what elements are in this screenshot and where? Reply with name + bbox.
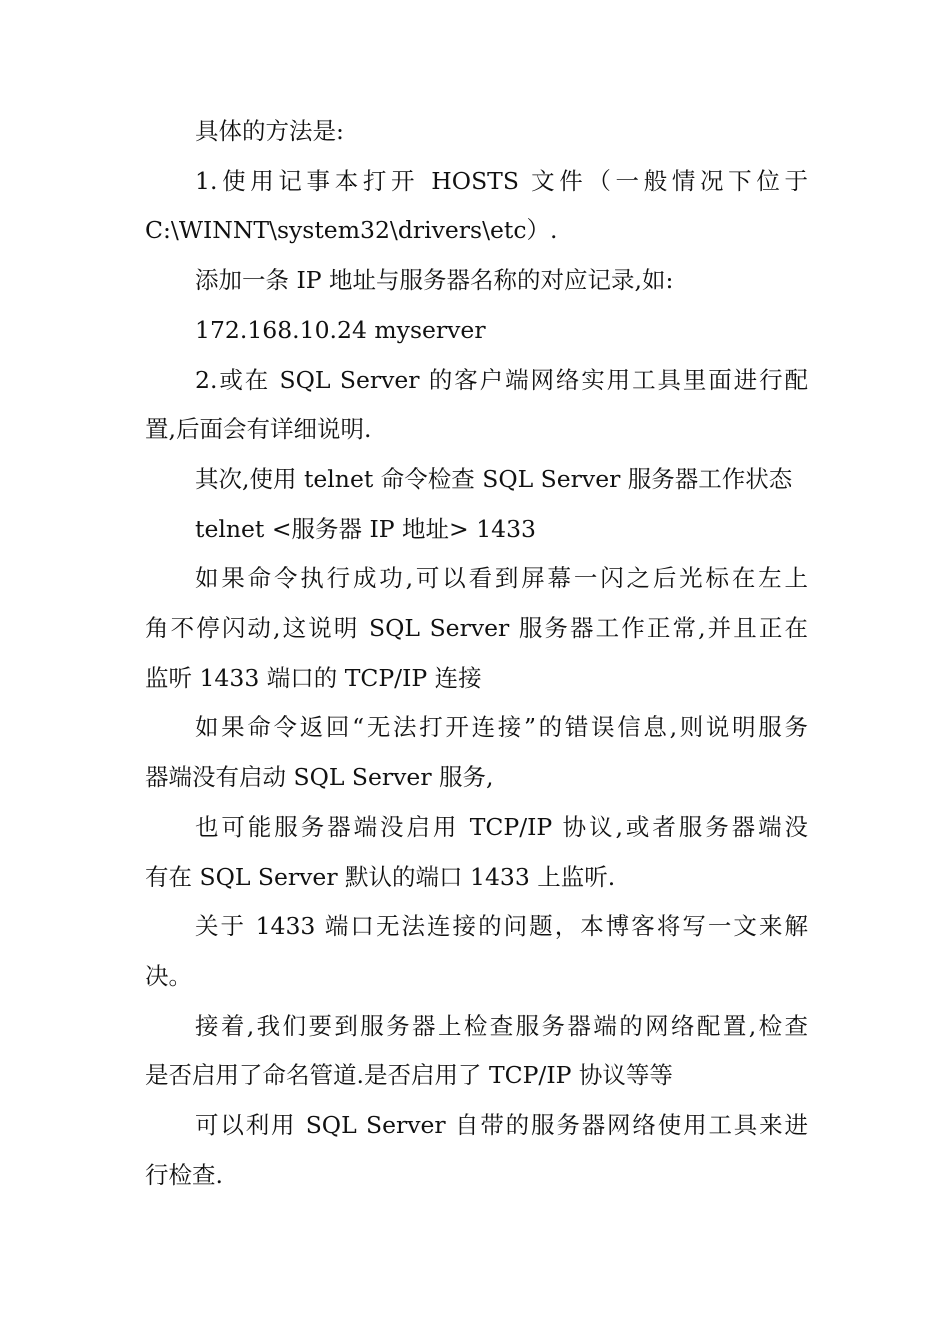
text-line: 其次,使用 telnet 命令检查 SQL Server 服务器工作状态: [195, 464, 793, 493]
document-body: [145, 107, 808, 1200]
text-line: telnet <服务器 IP 地址> 1433: [195, 514, 537, 543]
text-line: 关于 1433 端口无法连接的问题，本博客将写一文来解: [195, 912, 808, 941]
text-line: 172.168.10.24 myserver: [195, 315, 486, 344]
text-line: 也可能服务器端没启用 TCP/IP 协议,或者服务器端没: [195, 812, 808, 841]
text-line: 如果命令返回“无法打开连接”的错误信息,则说明服务: [195, 713, 808, 742]
text-line: 器端没有启动 SQL Server 服务,: [145, 763, 494, 792]
text-line: 可以利用 SQL Server 自带的服务器网络使用工具来进: [195, 1111, 808, 1140]
text-line: 置,后面会有详细说明.: [145, 415, 372, 444]
text-line: 监听 1433 端口的 TCP/IP 连接: [145, 663, 482, 692]
text-line: 角不停闪动,这说明 SQL Server 服务器工作正常,并且正在: [145, 614, 808, 643]
text-line: 行检查.: [145, 1160, 223, 1189]
text-line: 有在 SQL Server 默认的端口 1433 上监听.: [145, 862, 616, 891]
text-line: 具体的方法是:: [195, 117, 344, 145]
text-line: C:\WINNT\system32\drivers\etc）.: [145, 216, 558, 245]
text-line: 如果命令执行成功,可以看到屏幕一闪之后光标在左上: [195, 564, 808, 593]
text-line: 接着,我们要到服务器上检查服务器端的网络配置,检查: [195, 1011, 808, 1040]
text-line: 1.使用记事本打开 HOSTS 文件（一般情况下位于: [195, 166, 808, 195]
text-line: 添加一条 IP 地址与服务器名称的对应记录,如:: [195, 266, 674, 295]
text-line: 是否启用了命名管道.是否启用了 TCP/IP 协议等等: [145, 1061, 673, 1090]
text-line: 2.或在 SQL Server 的客户端网络实用工具里面进行配: [195, 365, 808, 394]
text-line: 决。: [145, 961, 192, 990]
